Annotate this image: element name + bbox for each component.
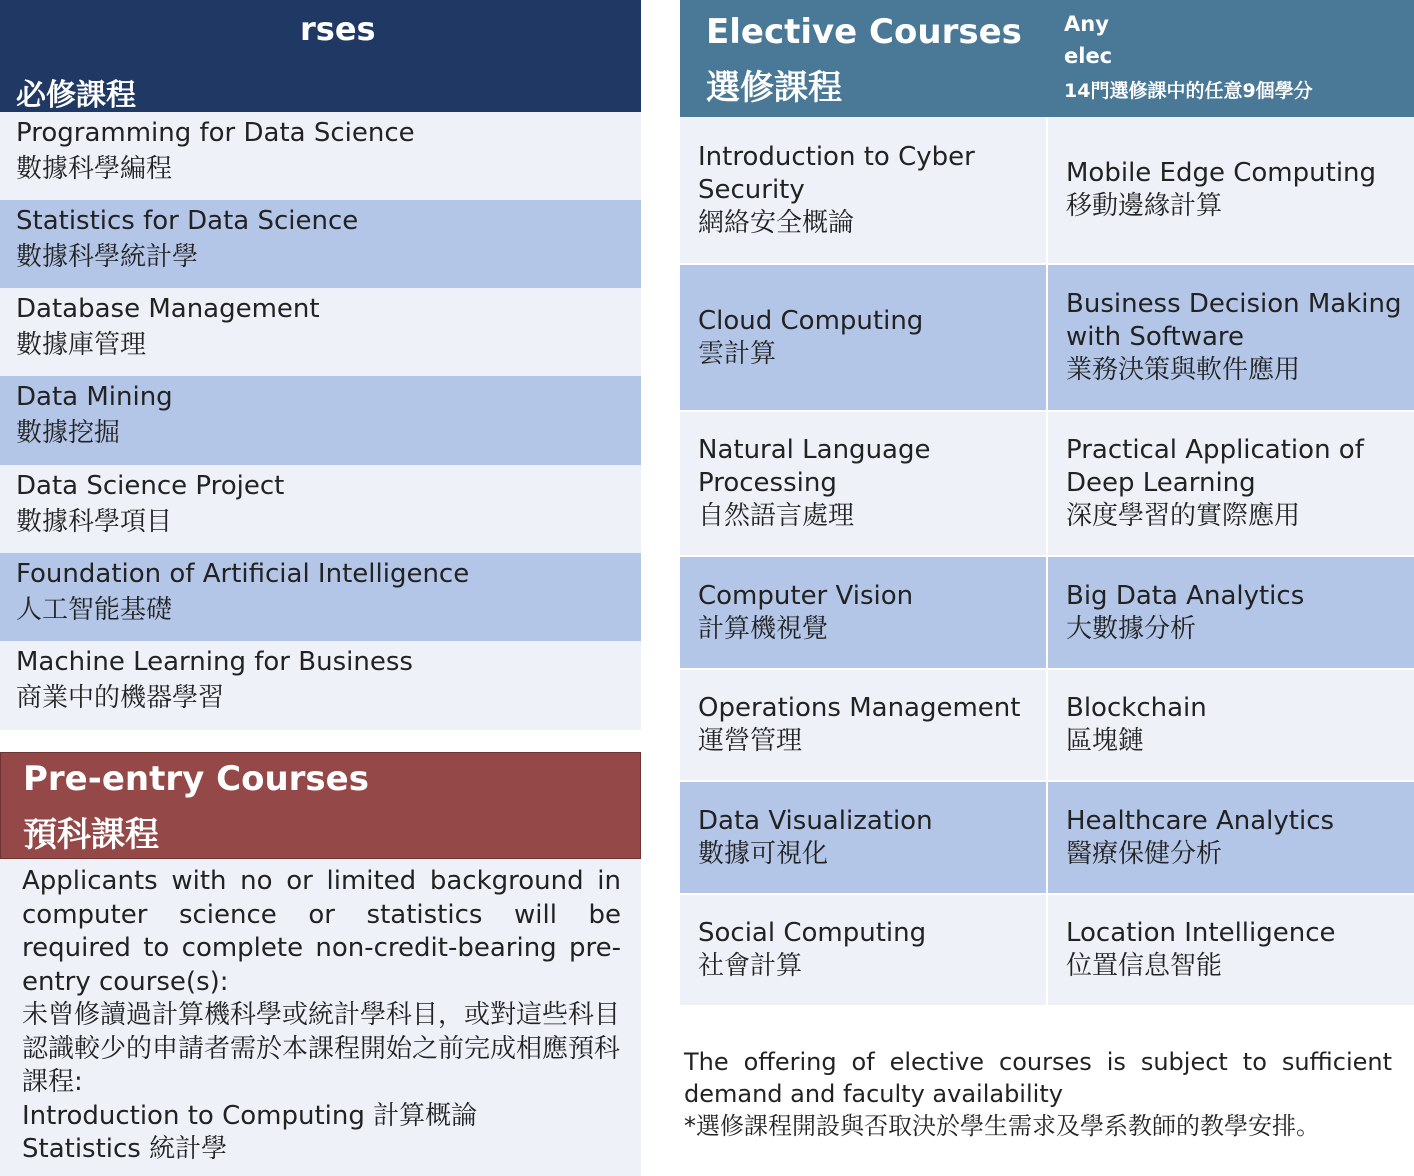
- pre-entry-header: [0, 752, 641, 859]
- elective-course-cell: [1048, 782, 1414, 893]
- elective-course-name-en: Cloud Computing: [698, 305, 924, 336]
- elective-course-name-en: Big Data Analytics: [1066, 580, 1305, 611]
- elective-course-name-zh: 大數據分析: [1066, 613, 1197, 644]
- core-course-name-en: Foundation of Artificial Intelligence: [16, 559, 470, 589]
- elective-course-name-en: Operations Management: [698, 693, 1021, 723]
- elective-course-name-zh: 網絡安全概論: [698, 207, 855, 238]
- elective-course-name-zh: 業務決策與軟件應用: [1066, 355, 1301, 385]
- core-course-name-zh: 人工智能基礎: [16, 595, 173, 625]
- elective-course-name-en: Mobile Edge Computing: [1066, 158, 1377, 188]
- elective-requirement-note: elec: [1064, 44, 1113, 68]
- elective-course-cell: [1048, 117, 1414, 263]
- elective-course-name-en: Blockchain: [1066, 693, 1207, 723]
- pre-entry-course-list: [22, 1100, 621, 1167]
- elective-footnote: [684, 1046, 1392, 1142]
- elective-course-name-en: Healthcare Analytics: [1066, 805, 1335, 836]
- core-course-name-zh: 數據科學統計學: [16, 242, 199, 272]
- elective-course-name-en: Computer Vision: [698, 580, 914, 611]
- elective-course-cell: [680, 557, 1046, 668]
- elective-course-name-en: Location Intelligence: [1066, 918, 1336, 948]
- elective-courses-title-zh: 選修課程: [706, 68, 842, 108]
- elective-course-cell: [1048, 670, 1414, 780]
- elective-course-cell: [1048, 265, 1414, 410]
- elective-course-cell: [1048, 895, 1414, 1005]
- elective-course-name-en: Social Computing: [698, 918, 927, 948]
- elective-course-name-zh: 移動邊緣計算: [1066, 191, 1223, 221]
- elective-course-name-en: Introduction to Cyber Security: [698, 141, 975, 205]
- elective-course-name-en: Natural Language Processing: [698, 435, 931, 498]
- elective-course-name-en: Practical Application of Deep Learning: [1066, 435, 1364, 498]
- core-course-row: [0, 641, 641, 730]
- core-course-name-zh: 數據庫管理: [16, 330, 147, 360]
- core-course-name-zh: 數據科學項目: [16, 507, 173, 537]
- elective-footnote-zh: *選修課程開設與否取決於學生需求及學系教師的教學安排。: [684, 1112, 1320, 1140]
- elective-courses-title-en: Elective Courses: [706, 12, 1022, 52]
- pre-entry-description-zh: 未曾修讀過計算機科學或統計學科目，或對這些科目認識較少的申請者需於本課程開始之前完成相應預科課程:: [22, 1000, 621, 1097]
- core-course-name-en: Database Management: [16, 294, 320, 324]
- pre-entry-title-zh: 預科課程: [23, 815, 159, 855]
- pre-entry-course: Introduction to Computing 計算概論: [22, 1100, 478, 1131]
- pre-entry-body: [0, 859, 641, 1176]
- elective-course-cell: [680, 412, 1046, 555]
- core-course-name-en: Statistics for Data Science: [16, 206, 359, 236]
- elective-course-name-zh: 深度學習的實際應用: [1066, 501, 1301, 531]
- elective-course-cell: [1048, 557, 1414, 668]
- elective-course-cell: [680, 782, 1046, 893]
- core-course-name-en: Data Science Project: [16, 471, 285, 501]
- elective-course-cell: [680, 265, 1046, 410]
- elective-course-cell: [680, 670, 1046, 780]
- core-course-name-zh: 商業中的機器學習: [16, 683, 225, 713]
- elective-footnote-en: The offering of elective courses is subject to sufficient demand and faculty availability: [684, 1048, 1392, 1108]
- elective-course-name-zh: 醫療保健分析: [1066, 838, 1223, 869]
- core-courses-title-zh: 必修課程: [16, 78, 136, 112]
- pre-entry-description-en: Applicants with no or limited background in computer science or statistics will be required to complete non-credit-bearing pre-entry course(s):: [22, 866, 621, 997]
- elective-course-name-zh: 位置信息智能: [1066, 951, 1223, 981]
- core-courses-header: [0, 0, 641, 112]
- elective-course-cell: [680, 895, 1046, 1005]
- core-courses-title-en: rses: [300, 10, 376, 48]
- elective-course-name-zh: 運營管理: [698, 726, 803, 756]
- core-course-row: [0, 553, 641, 641]
- elective-course-name-zh: 數據可視化: [698, 838, 829, 869]
- core-course-row: [0, 200, 641, 288]
- elective-course-name-zh: 自然語言處理: [698, 501, 855, 531]
- elective-course-cell: [1048, 412, 1414, 555]
- pre-entry-course: Statistics 統計學: [22, 1134, 228, 1164]
- elective-course-name-en: Business Decision Making with Software: [1066, 289, 1402, 352]
- elective-course-name-zh: 計算機視覺: [698, 613, 829, 644]
- core-course-name-zh: 數據挖掘: [16, 418, 121, 448]
- elective-course-cell: [680, 117, 1046, 263]
- elective-courses-header: [680, 0, 1414, 117]
- core-course-name-en: Data Mining: [16, 382, 173, 412]
- core-course-name-en: Machine Learning for Business: [16, 647, 413, 677]
- core-course-name-en: Programming for Data Science: [16, 118, 415, 148]
- elective-course-name-zh: 區塊鏈: [1066, 726, 1145, 756]
- elective-requirement-note: Any: [1064, 12, 1109, 36]
- pre-entry-title-en: Pre-entry Courses: [23, 759, 369, 799]
- core-course-row: [0, 376, 641, 465]
- elective-course-name-zh: 雲計算: [698, 338, 777, 369]
- core-course-row: [0, 465, 641, 553]
- elective-course-name-zh: 社會計算: [698, 951, 803, 981]
- core-course-name-zh: 數據科學編程: [16, 154, 173, 184]
- core-course-row: [0, 288, 641, 376]
- elective-course-name-en: Data Visualization: [698, 805, 933, 836]
- elective-requirement-note-zh: 14門選修課中的任意9個學分: [1064, 80, 1313, 102]
- core-course-row: [0, 112, 641, 200]
